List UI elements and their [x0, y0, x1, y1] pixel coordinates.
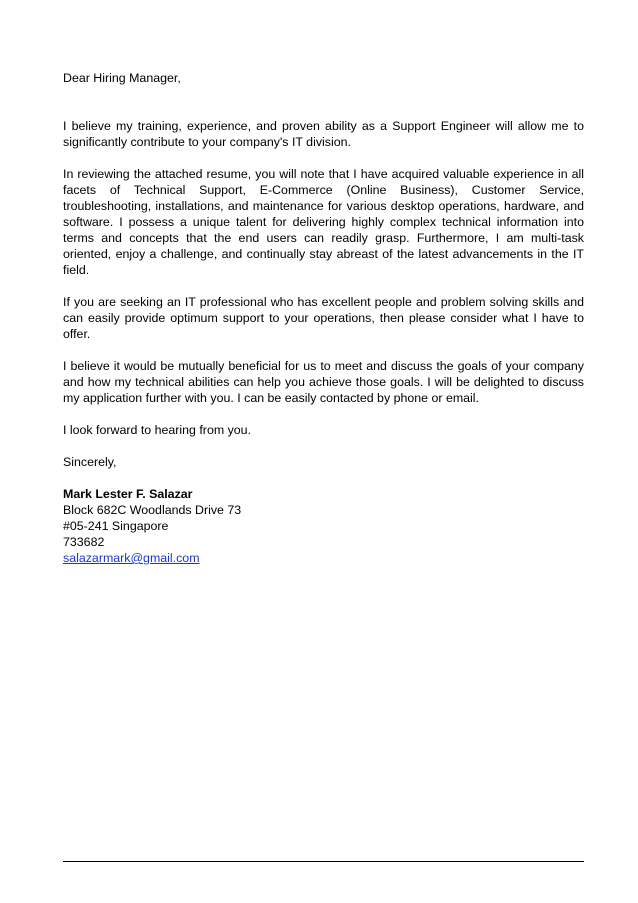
- paragraph-intro: I believe my training, experience, and proven ability as a Support Engineer will allow me to significantly contribute to your company's IT division.: [63, 119, 584, 149]
- signature-email-link[interactable]: salazarmark@gmail.com: [63, 551, 200, 565]
- signature-block: [63, 486, 584, 566]
- salutation: Dear Hiring Manager,: [63, 71, 181, 85]
- closing: Sincerely,: [63, 455, 117, 469]
- paragraph-experience: In reviewing the attached resume, you will note that I have acquired valuable experience in all facets of Technical Support, E-Commerce (Online Business), Customer Service, troubleshooting, installations, and maintenance for various desktop operations, hardware, and software. I possess a unique talent for delivering highly complex technical information into terms and concepts that the end users can readily grasp. Furthermore, I am multi-task oriented, enjoy a challenge, and continually stay abreast of the latest advancements in the IT field.: [63, 167, 584, 277]
- paragraph-offer: If you are seeking an IT professional who has excellent people and problem solving skills and can easily provide optimum support to your operations, then please consider what I have to offer.: [63, 295, 584, 341]
- signature-name: Mark Lester F. Salazar: [63, 487, 193, 501]
- signature-address-line2: #05-241 Singapore: [63, 519, 169, 533]
- paragraph-closing-remark: I look forward to hearing from you.: [63, 423, 252, 437]
- paragraph-meeting: I believe it would be mutually beneficial for us to meet and discuss the goals of your company and how my technical abilities can help you achieve those goals. I will be delighted to discuss my application further with you. I can be easily contacted by phone or email.: [63, 359, 584, 405]
- signature-address-line1: Block 682C Woodlands Drive 73: [63, 503, 242, 517]
- signature-postal-code: 733682: [63, 535, 105, 549]
- letter-body: [63, 70, 584, 566]
- footer-divider: [63, 861, 584, 862]
